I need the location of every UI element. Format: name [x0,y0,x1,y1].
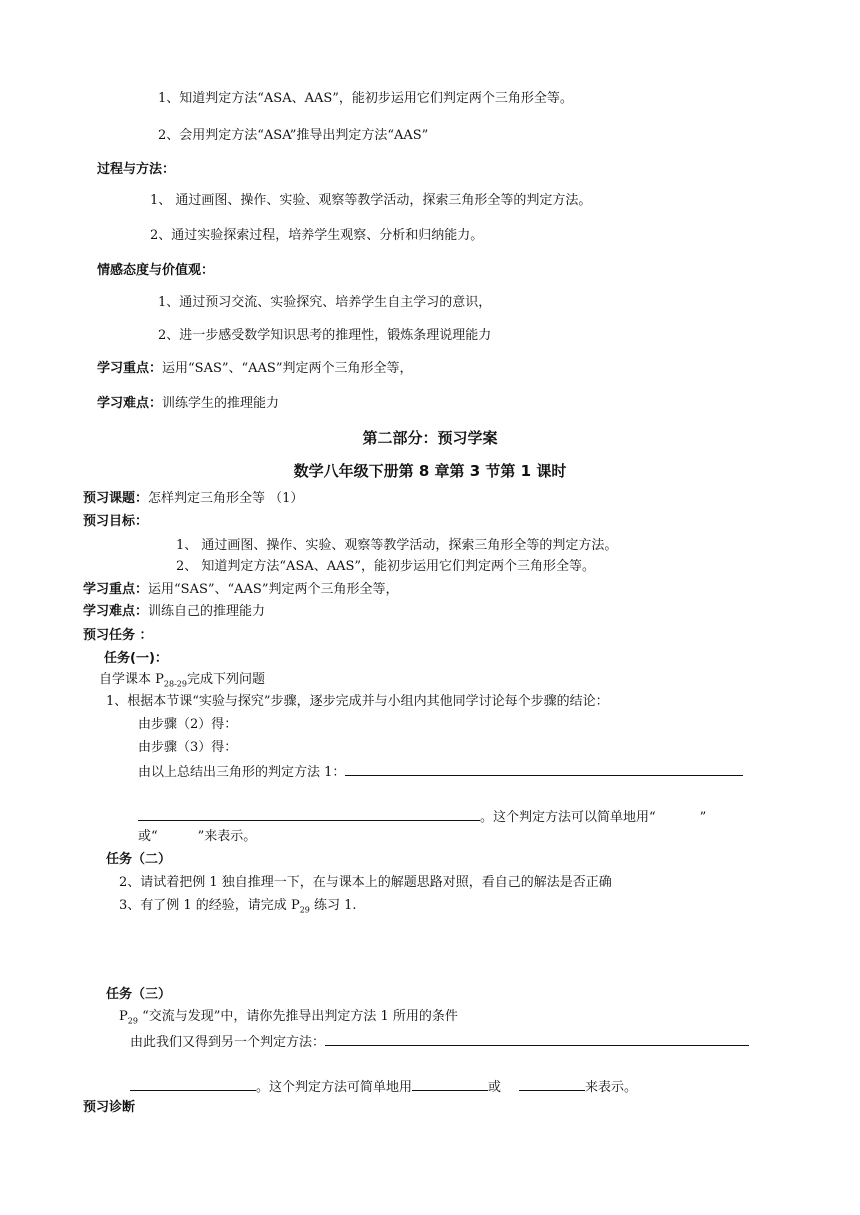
task3-answer-blank-2[interactable] [130,1076,256,1091]
task3-line3-text-a: 。这个判定方法可简单地用 [256,1080,413,1095]
emotion-goal-1: 1、通过预习交流、实验探究、培养学生自主学习的意识， [158,295,492,310]
task3-line1-page: 29 [127,1016,138,1026]
summary-continuation-quote: ” [699,810,707,825]
topic-text: 怎样判定三角形全等 （1） [148,491,304,506]
task1-intro [99,671,265,689]
topic-line [83,490,303,508]
task3-line3-text-c: 来表示。 [585,1080,638,1095]
task3-shorthand-blank-2[interactable] [519,1076,585,1091]
emotion-heading: 情感态度与价值观： [97,263,215,278]
alt-shorthand-line [138,828,256,846]
tasks-label: 预习任务 ： [83,628,153,643]
task3-line-2 [130,1031,749,1052]
target-1: 1、 通过画图、操作、实验、观察等教学活动，探索三角形全等的判定方法。 [176,538,618,553]
part2-difficulty-label: 学习难点： [83,604,149,619]
task2-q3-suffix: 练习 1. [309,898,357,913]
emotion-goal-2: 2、进一步感受数学知识思考的推理性，锻炼条理说理能力 [158,328,492,343]
task2-q3-page: 29 [299,905,310,915]
process-goal-1: 1、 通过画图、操作、实验、观察等教学活动，探索三角形全等的判定方法。 [150,193,592,208]
key-point-text: 运用“SAS”、“AAS”判定两个三角形全等， [162,361,413,376]
knowledge-goal-1: 1、知道判定方法“ASA、AAS”，能初步运用它们判定两个三角形全等。 [158,91,573,106]
task3-shorthand-blank-1[interactable] [412,1076,488,1091]
task1-intro-pages: 28-29 [163,679,187,689]
target-2: 2、 知道判定方法“ASA、AAS”，能初步运用它们判定两个三角形全等。 [176,559,596,574]
process-goal-2: 2、通过实验探索过程，培养学生观察、分析和归纳能力。 [150,228,484,243]
key-point-line [97,360,412,378]
task1-question-1: 1、根据本节课“实验与探究”步骤，逐步完成并与小组内其他同学讨论每个步骤的结论： [106,694,609,709]
knowledge-goal-2: 2、会用判定方法“ASA”推导出判定方法“AAS” [158,128,429,143]
part2-key-text: 运用“SAS”、“AAS”判定两个三角形全等， [148,582,399,597]
diagnosis-heading: 预习诊断 [83,1100,136,1115]
task3-line-3 [130,1076,637,1097]
key-point-label: 学习重点： [97,361,163,376]
step3-label: 由步骤（3）得： [138,740,238,755]
task2-q3-prefix: 3、有了例 1 的经验，请完成 P [119,898,300,913]
process-heading: 过程与方法： [97,162,176,177]
task3-line-1 [119,1008,458,1026]
task2-heading: 任务（二） [106,852,172,867]
task3-line2-label: 由此我们又得到另一个判定方法： [130,1035,326,1050]
difficulty-label: 学习难点： [97,396,163,411]
task2-question-3 [119,897,357,915]
difficulty-line [97,395,279,413]
step2-label: 由步骤（2）得： [138,717,238,732]
task1-intro-suffix: 完成下列问题 [186,672,265,687]
summary-continuation-text: 。这个判定方法可以简单地用“ [480,810,656,825]
part2-key-label: 学习重点： [83,582,149,597]
summary-label: 由以上总结出三角形的判定方法 1： [138,765,346,780]
task3-line1-suffix: “交流与发现”中，请你先推导出判定方法 1 所用的条件 [137,1009,458,1024]
task1-heading: 任务(一)： [104,651,168,666]
summary-continuation-line [138,806,706,827]
difficulty-text: 训练学生的推理能力 [162,396,280,411]
part2-difficulty-line [83,603,265,621]
task3-heading: 任务（三） [106,987,172,1002]
task3-line3-or: 或 [488,1080,502,1095]
summary-answer-blank[interactable] [345,761,743,776]
task1-intro-prefix: 自学课本 P [99,672,164,687]
summary-answer-blank-2[interactable] [138,806,480,821]
part2-difficulty-text: 训练自己的推理能力 [148,604,266,619]
lesson-subtitle: 数学八年级下册第 8 章第 3 节第 1 课时 [293,462,567,480]
part2-title: 第二部分：预习学案 [362,429,498,447]
task3-line1-prefix: P [119,1009,128,1024]
target-label: 预习目标： [83,514,149,529]
summary-line [138,761,743,782]
task3-answer-blank[interactable] [325,1031,749,1046]
alt-shorthand-prefix: 或“ [138,829,158,844]
part2-key-line [83,581,398,599]
alt-shorthand-suffix: ”来表示。 [197,829,257,844]
topic-label: 预习课题： [83,491,149,506]
task2-question-2: 2、请试着把例 1 独自推理一下，在与课本上的解题思路对照，看自己的解法是否正确 [119,875,612,890]
